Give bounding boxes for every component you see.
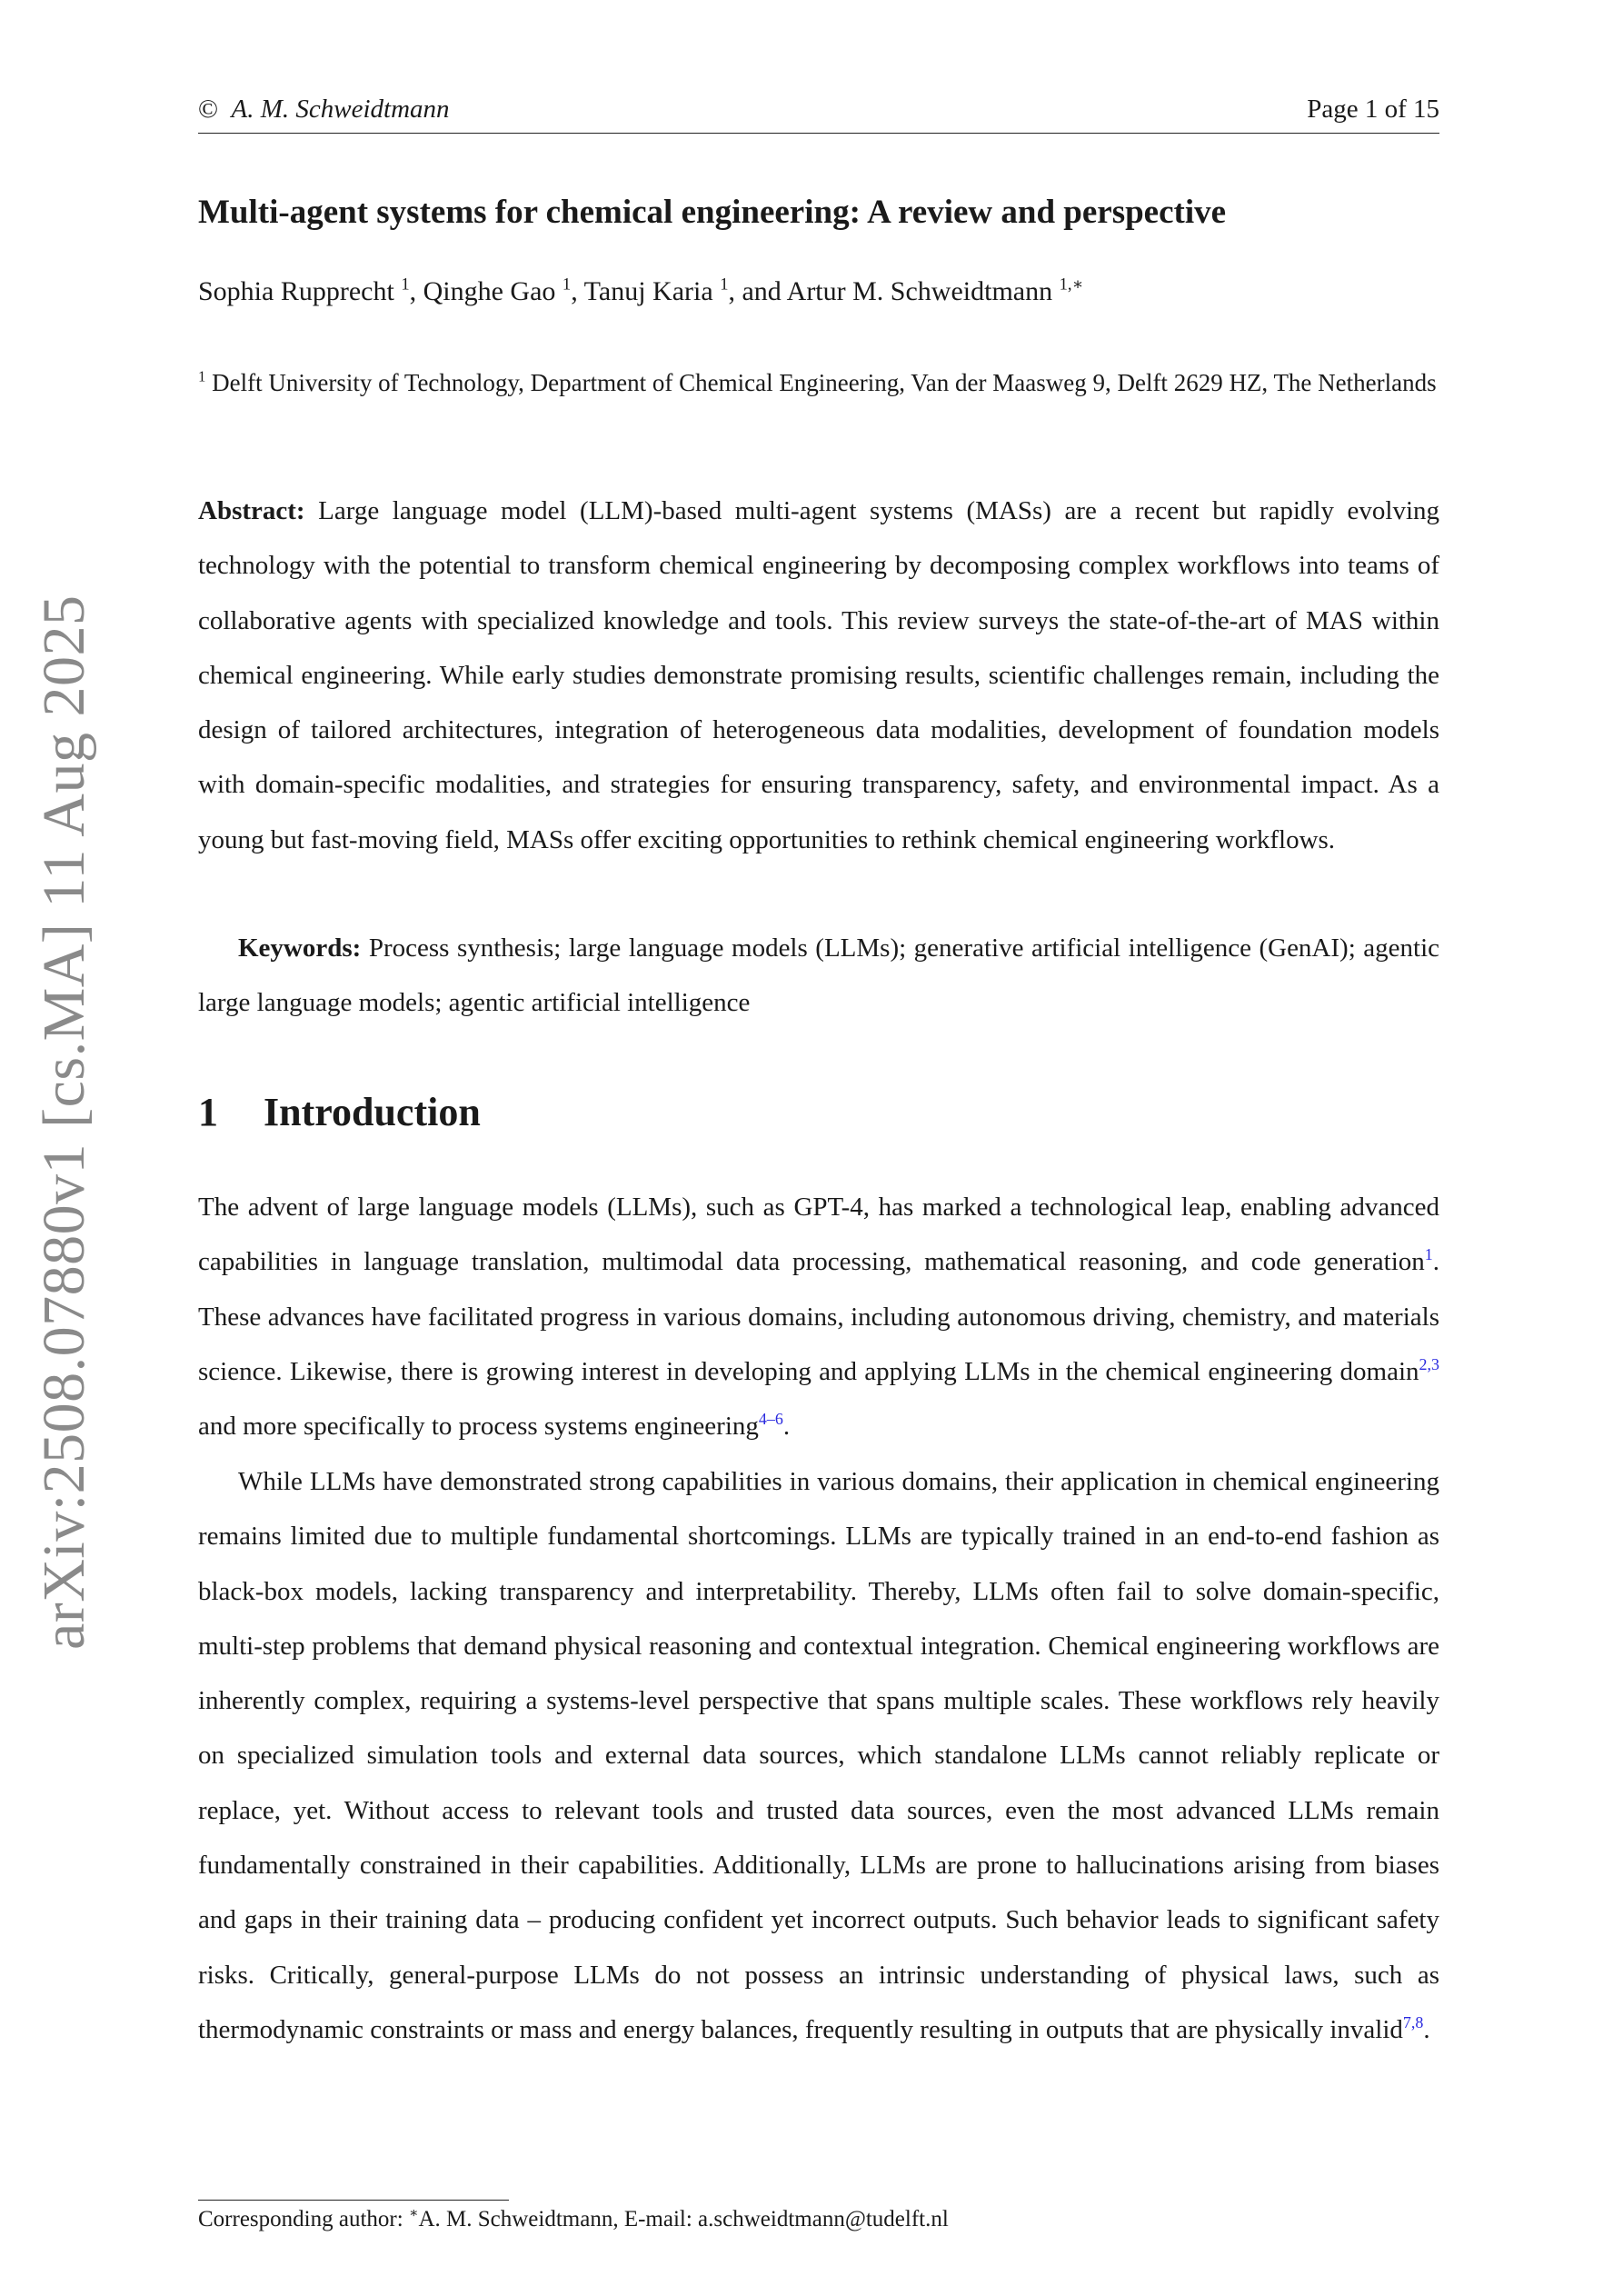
paragraph-text: . These advances have facilitated progress in various domains, including autonomous driving, chemistry, and materials science. Likewise, there is growing interest in developing and applying LLMs in the chemical engineering domain (198, 1247, 1439, 1386)
running-header (198, 91, 1439, 134)
author-affiliation-marker: 1,∗ (1059, 275, 1084, 294)
footnote-star: ∗ (408, 2205, 419, 2221)
author-separator: , (571, 276, 584, 306)
citation-link[interactable]: 2,3 (1419, 1354, 1439, 1373)
arxiv-side-stamp: arXiv:2508.07880v1 [cs.MA] 11 Aug 2025 (31, 594, 97, 1650)
intro-paragraph-2 (198, 1454, 1439, 2057)
paper-title: Multi-agent systems for chemical engineering: A review and perspective (198, 194, 1227, 231)
footnote-text: A. M. Schweidtmann, E-mail: a.schweidtmann@tudelft.nl (418, 2207, 949, 2231)
citation-link[interactable]: 7,8 (1402, 2012, 1424, 2031)
author-separator: , (409, 276, 423, 306)
header-author (198, 95, 450, 125)
author-affiliation-marker: 1 (401, 275, 410, 294)
paragraph-text: . (782, 1412, 791, 1442)
author-name: Artur M. Schweidtmann (786, 276, 1053, 306)
footnote-label: Corresponding author: (198, 2207, 403, 2231)
abstract-text: Large language model (LLM)-based multi-agent systems (MASs) are a recent but rapidly evolving technology with the potential to transform chemical engineering by decomposing complex workflows into teams of collaborative agents with specialized knowledge and tools. This review surveys the state-of-the-art of MAS within chemical engineering. While early studies demonstrate promising results, scientific challenges remain, including the design of tailored architectures, integration of heterogeneous data modalities, development of foundation models with domain-specific modalities, and strategies for ensuring transparency, safety, and environmental impact. As a young but fast-moving field, MASs offer exciting opportunities to rethink chemical engineering workflows. (198, 496, 1439, 854)
author-affiliation-marker: 1 (720, 275, 729, 294)
author-name: Qinghe Gao (423, 276, 556, 306)
citation-link[interactable]: 1 (1424, 1245, 1433, 1264)
author-list (198, 276, 1439, 307)
keywords (198, 921, 1439, 1031)
author-affiliation-marker: 1 (562, 275, 572, 294)
section-heading (198, 1089, 1439, 1135)
affiliation-text: Delft University of Technology, Department of Chemical Engineering, Van der Maasweg 9, Delft 2629 HZ, The Netherlands (212, 369, 1437, 396)
keywords-text: Process synthesis; large language models (LLMs); generative artificial intelligence (GenAI); agentic large language models; agentic artificial intelligence (198, 933, 1439, 1018)
paragraph-text: and more specifically to process systems engineering (198, 1412, 759, 1442)
intro-paragraph-1 (198, 1180, 1439, 1453)
author-name: Tanuj Karia (583, 276, 713, 306)
footnote (198, 2207, 949, 2232)
abstract-label: Abstract: (198, 496, 305, 525)
copyright-symbol: © (198, 95, 219, 124)
abstract (198, 484, 1439, 867)
paragraph-text: The advent of large language models (LLMs), such as GPT-4, has marked a technological leap, enabling advanced capabilities in language translation, multimodal data processing, mathematical reasoning, and code generation (198, 1193, 1439, 1277)
author-separator: , and (728, 276, 787, 306)
page-number: Page 1 of 15 (1307, 95, 1439, 124)
section-title: Introduction (264, 1090, 481, 1134)
affiliation (198, 358, 1439, 408)
section-number: 1 (198, 1090, 218, 1134)
affiliation-marker: 1 (198, 367, 206, 385)
header-author-name: A. M. Schweidtmann (231, 95, 450, 124)
citation-link[interactable]: 4–6 (758, 1410, 783, 1429)
footnote-rule (198, 2200, 509, 2201)
paragraph-text: . (1423, 2014, 1430, 2044)
keywords-label: Keywords: (238, 933, 362, 963)
paragraph-text: While LLMs have demonstrated strong capabilities in various domains, their application in chemical engineering remains limited due to multiple fundamental shortcomings. LLMs are typically trained in an end-to-end fashion as black-box models, lacking transparency and interpretability. Thereby, LLMs often fail to solve domain-specific, multi-step problems that demand physical reasoning and contextual integration. Chemical engineering workflows are inherently complex, requiring a systems-level perspective that spans multiple scales. These workflows rely heavily on specialized simulation tools and external data sources, which standalone LLMs cannot reliably replicate or replace, yet. Without access to relevant tools and trusted data sources, even the most advanced LLMs remain fundamentally constrained in their capabilities. Additionally, LLMs are prone to hallucinations arising from biases and gaps in their training data – producing confident yet incorrect outputs. Such behavior leads to significant safety risks. Critically, general-purpose LLMs do not possess an intrinsic understanding of physical laws, such as thermodynamic constraints or mass and energy balances, frequently resulting in outputs that are physically invalid (198, 1467, 1439, 2044)
author-name: Sophia Rupprecht (198, 276, 394, 306)
